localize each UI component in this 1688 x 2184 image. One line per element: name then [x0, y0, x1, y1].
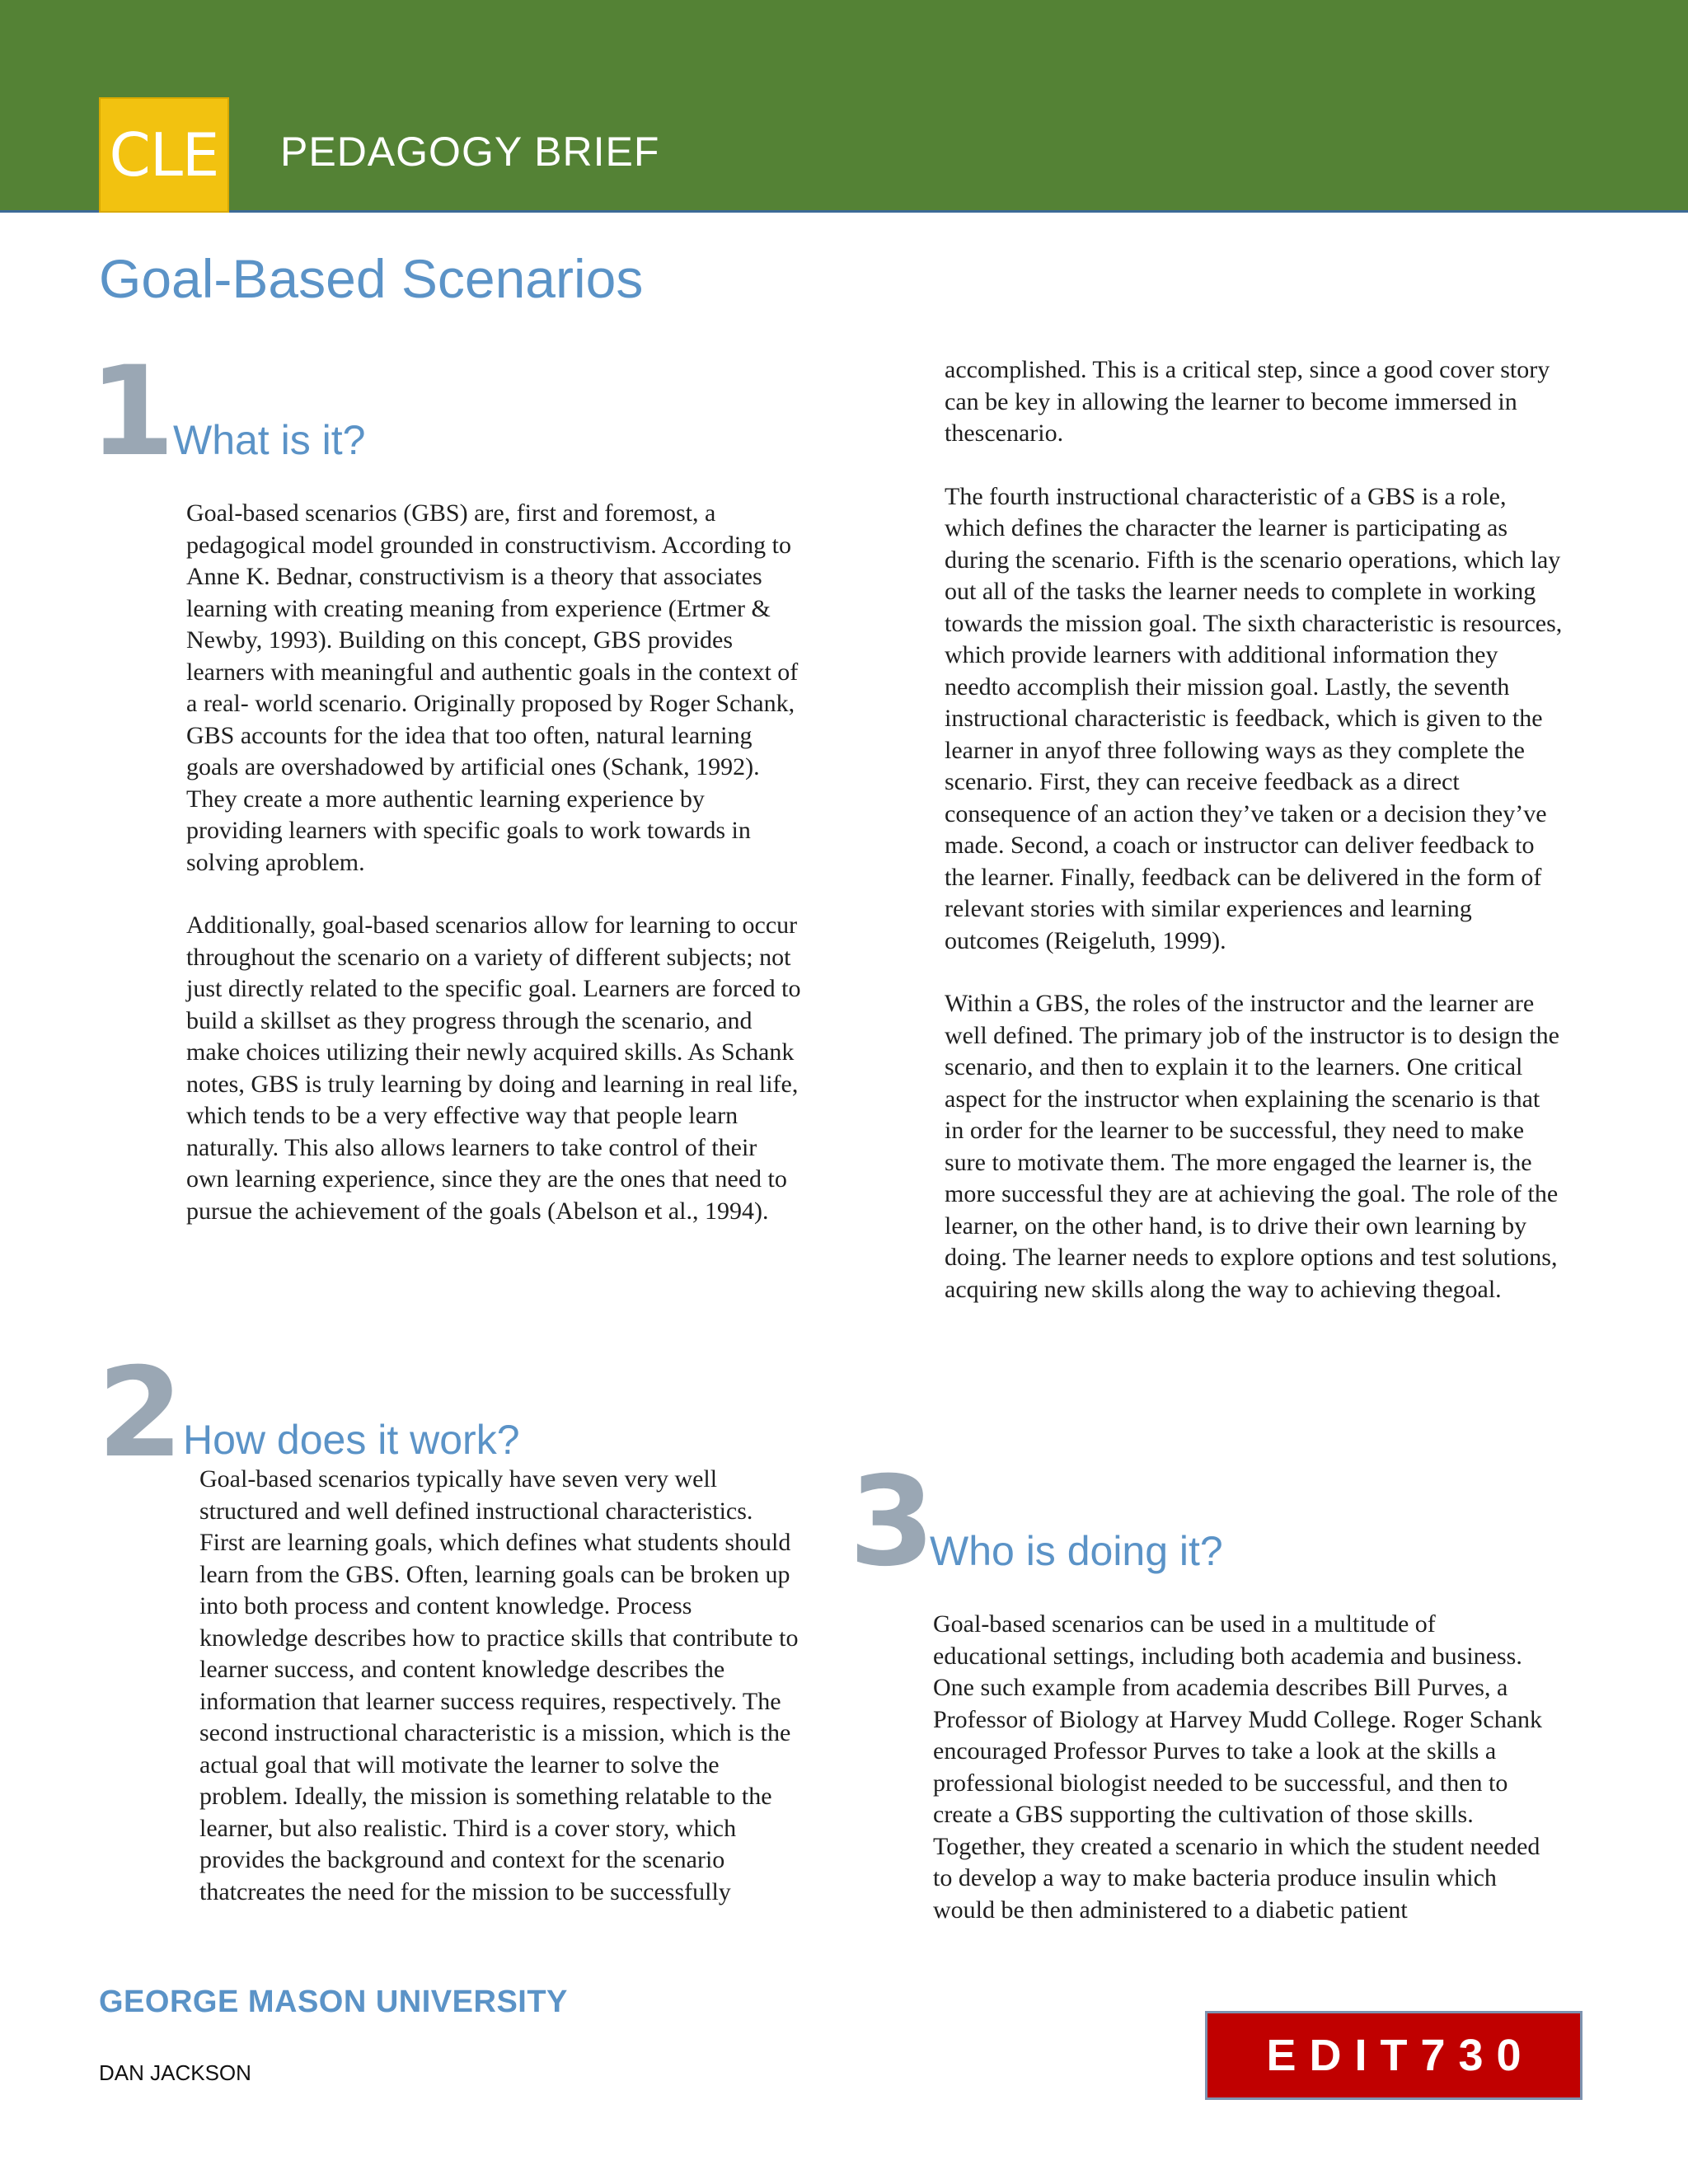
section-1-paragraph-2: Additionally, goal-based scenarios allow for learning to occur throughout the scenario on a variety of different subjects; not just directly related to the specific goal. Learners are forced to build a skillset as they progress through the scenario, and make choices utilizing their newly acquired skills. As Schank notes, GBS is truly learning by doing and learning in real life, which tends to be a very effective way that people learn naturally. This also allows learners to take control of their own learning experience, since they are the ones that need to pursue the achievement of the goals (Abelson et al., 1994). — [186, 912, 801, 1225]
section-1-heading: What is it? — [173, 417, 366, 463]
section-2-paragraph-3: The fourth instructional characteristic of a GBS is a role, which defines the character the learner is participating as during the scenario. Fifth is the scenario operations, which lay out all of the tasks the learner needs to complete in working towards the mission goal. The sixth characteristic is resources, which provide learners with additional information they needto accomplish their mission goal. Lastly, the seventh instructional characteristic is feedback, which is given to the learner in anyof three following ways as they complete the scenario. First, they can receive feedback as a direct consequence of an action they’ve taken or a decision they’ve made. Second, a coach or instructor can deliver feedback to the learner. Finally, feedback can be delivered in the form of relevant stories with similar experiences and learning outcomes (Reigeluth, 1999). — [945, 482, 1563, 954]
section-3-number: 3 — [849, 1451, 935, 1594]
section-1-number: 1 — [89, 340, 176, 484]
section-2-continued — [945, 354, 1564, 1305]
course-code-badge: EDIT730 — [1205, 2011, 1582, 2100]
section-2-heading: How does it work? — [183, 1417, 520, 1463]
document-title: Goal-Based Scenarios — [99, 248, 644, 309]
section-1-body — [186, 498, 803, 1227]
header-banner — [0, 0, 1688, 213]
author-name: DAN JACKSON — [99, 2060, 251, 2085]
section-2-paragraph-4: Within a GBS, the roles of the instructor and the learner are well defined. The primary job of the instructor is to design the scenario, and then to explain it to the learners. One critical aspect for the instructor when explaining the scenario is that in order for the learner to be successful, they need to make sure to motivate them. The more engaged the learner is, the more successful they are at achieving the goal. The role of the learner, on the other hand, is to drive their own learning by doing. The learner needs to explore options and test solutions, acquiring new skills along the way to achieving thegoal. — [945, 990, 1559, 1303]
section-2-number: 2 — [97, 1342, 184, 1485]
cle-logo: CLE — [99, 97, 229, 213]
university-name: GEORGE MASON UNIVERSITY — [99, 1985, 568, 2019]
section-3-paragraph-1: Goal-based scenarios can be used in a multitude of educational settings, including both academia and business. One such example from academia describes Bill Purves, a Professor of Biology at Harvey Mudd College. Roger Schank encouraged Professor Purves to take a look at the skills a professional biologist needed to be successful, and then to create a GBS supporting the cultivation of those skills. Together, they created a scenario in which the student needed to develop a way to make bacteria produce insulin which would be then administered to a diabetic patient — [933, 1610, 1543, 1924]
section-1-paragraph-1: Goal-based scenarios (GBS) are, first and foremost, a pedagogical model grounded in constructivism. According to Anne K. Bednar, constructivism is a theory that associates learning with creating meaning from experience (Ertmer & Newby, 1993). Building on this concept, GBS provides learners with meaningful and authentic goals in the context of a real- world scenario. Originally proposed by Roger Schank, GBS accounts for the idea that too often, natural learning goals are overshadowed by artificial ones (Schank, 1992). They create a more authentic learning experience by providing learners with specific goals to work towards in solving aproblem. — [186, 499, 799, 876]
section-3-heading: Who is doing it? — [930, 1528, 1223, 1574]
section-2-paragraph-2: accomplished. This is a critical step, since a good cover story can be key in allowing the learner to become immersed in thescenario. — [945, 356, 1550, 447]
section-2-paragraph-1: Goal-based scenarios typically have seven very well structured and well defined instructional characteristics. First are learning goals, which defines what students should learn from the GBS. Often, learning goals can be broken up into both process and content knowledge. Process knowledge describes how to practice skills that contribute to learner success, and content knowledge describes the information that learner success requires, respectively. The second instructional characteristic is a mission, which is the actual goal that will motivate the learner to solve the problem. Ideally, the mission is something relatable to the learner, but also realistic. Third is a cover story, which provides the background and context for the scenario thatcreates the need for the mission to be successfully — [199, 1465, 799, 1905]
banner-title: PEDAGOGY BRIEF — [280, 129, 660, 175]
